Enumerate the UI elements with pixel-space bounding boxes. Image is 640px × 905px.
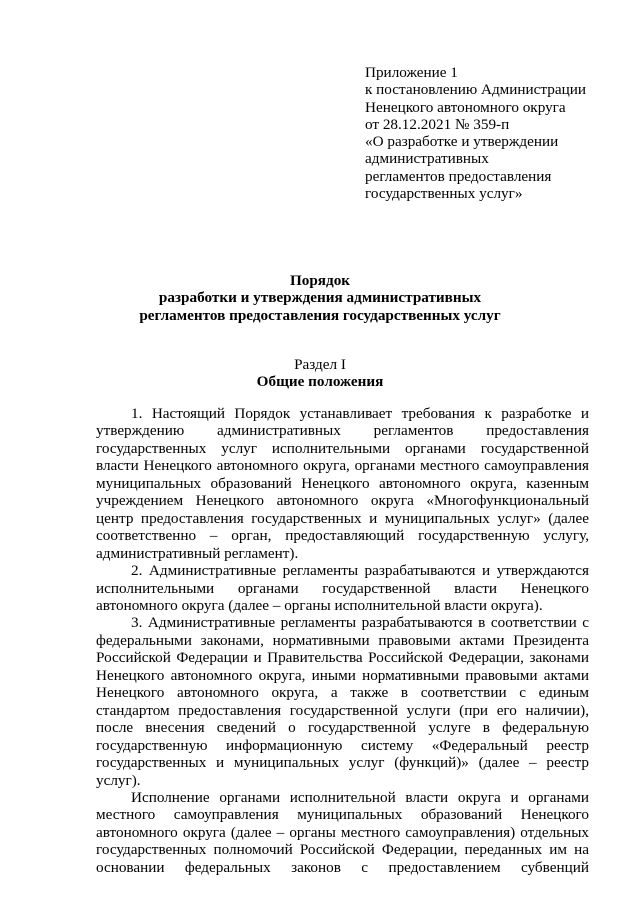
appendix-line: к постановлению Администрации [365,81,586,99]
paragraph: 2. Административные регламенты разрабатываются и утверждаются исполнительными органами государственной власти Ненецкого автономного округа (далее – органы исполнительной власти округа). [96,562,589,614]
appendix-line: Ненецкого автономного округа [365,98,566,116]
appendix-block [365,64,615,202]
appendix-line: административных [365,150,489,168]
appendix-line: Приложение 1 [365,64,458,81]
appendix-line: регламентов предоставления [365,167,552,185]
paragraph: 1. Настоящий Порядок устанавливает требования к разработке и утверждению административных регламентов предоставления государственных услуг исполнительными органами государственной власти Ненецкого автономного округа, органами местного самоуправления муниципальных образований Ненецкого автономного округа, казенным учреждением Ненецкого автономного округа «Многофункциональный центр предоставления государственных и муниципальных услуг» (далее соответственно – орган, предоставляющий государственную услугу, административный регламент). [96,405,589,562]
document-body [96,405,589,876]
appendix-line: государственных услуг» [365,185,523,203]
section-header [60,356,580,391]
section-heading: Общие положения [256,373,384,391]
title-line: регламентов предоставления государственных услуг [139,306,501,324]
section-number: Раздел I [294,356,346,373]
appendix-line: от 28.12.2021 № 359-п [365,115,510,133]
paragraph: 3. Административные регламенты разрабатываются в соответствии с федеральными законами, нормативными правовыми актами Президента Российской Федерации и Правительства Российской Федерации, законами Ненецкого автономного округа, иными нормативными правовыми актами Ненецкого автономного округа, а также в соответствии с единым стандартом предоставления государственной услуги (при его наличии), после внесения сведений о государственной услуге в федеральную государственную информационную систему «Федеральный реестр государственных и муниципальных услуг (функций)» (далее – реестр услуг). [96,614,589,789]
title-line: разработки и утверждения административных [158,289,482,307]
document-title [60,272,580,324]
title-line: Порядок [289,272,351,289]
paragraph: Исполнение органами исполнительной власти округа и органами местного самоуправления муниципальных образований Ненецкого автономного округа (далее – органы местного самоуправления) отдельных государственных полномочий Российской Федерации, переданных им на основании федеральных законов с предоставлением субвенций [96,788,589,876]
appendix-line: «О разработке и утверждении [365,133,559,151]
